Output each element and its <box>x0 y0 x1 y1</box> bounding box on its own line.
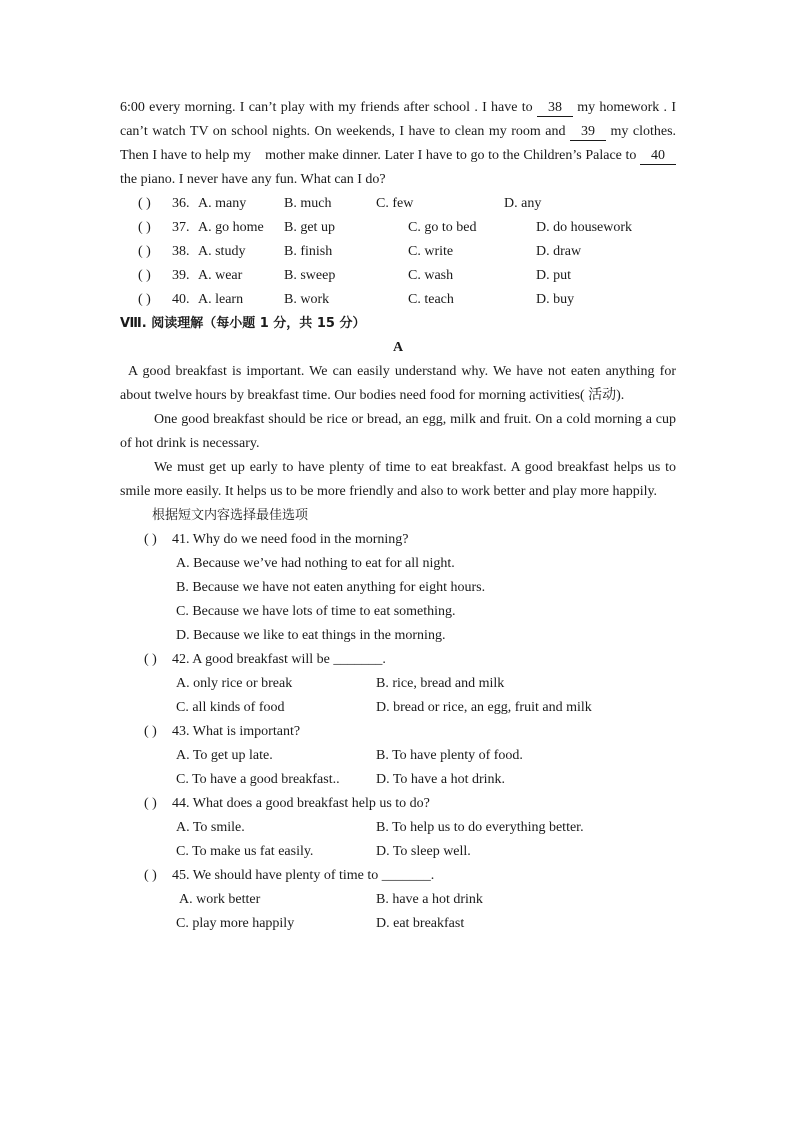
option-a: A. many <box>198 196 247 211</box>
option-c: C. go to bed <box>408 220 477 235</box>
option-c: C. To make us fat easily. <box>176 844 314 859</box>
reading-question <box>120 864 676 888</box>
question-text: 42. A good breakfast will be _______. <box>172 652 386 667</box>
passage-text: morning a cup of hot drink is necessary. <box>120 412 677 451</box>
question-number: 40. <box>172 292 190 307</box>
passage-paragraph-2 <box>120 408 676 456</box>
reading-question <box>120 528 676 552</box>
option-a: A. only rice or break <box>176 676 293 691</box>
option-row <box>120 816 676 840</box>
option-c: C. write <box>408 244 454 259</box>
option-b: B. Because we have not eaten anything for eight hours. <box>176 580 486 595</box>
cloze-line-5: do? <box>365 172 386 187</box>
cloze-question <box>120 216 676 240</box>
option-c: C. teach <box>408 292 454 307</box>
passage-text: activities( 活动). <box>529 388 625 403</box>
option-a: A. To get up late. <box>176 748 273 763</box>
option-row <box>120 600 676 624</box>
cloze-line-1: 6:00 every morning. I can’t play with my friends after school . I have to <box>120 100 533 115</box>
option-c: C. all kinds of food <box>176 700 285 715</box>
question-text: 41. Why do we need food in the morning? <box>172 532 409 547</box>
question-text: 45. We should have plenty of time to _______. <box>172 868 435 883</box>
passage-text: One good breakfast should be rice or bread, an egg, milk and fruit. On a cold <box>154 412 591 427</box>
option-row <box>120 912 676 936</box>
option-row <box>120 552 676 576</box>
option-b: B. finish <box>284 244 333 259</box>
question-number: 39. <box>172 268 190 283</box>
blank-38: 38 <box>537 100 573 117</box>
answer-paren[interactable]: ( ) <box>144 796 157 811</box>
answer-paren[interactable]: ( ) <box>138 292 151 307</box>
passage-title: A <box>392 340 404 355</box>
option-row <box>120 696 676 720</box>
option-c: C. wash <box>408 268 454 283</box>
passage-text: helps us to smile more easily. It helps us to be more friendly and also to work better <box>120 460 676 499</box>
answer-paren[interactable]: ( ) <box>144 652 157 667</box>
option-a: A. learn <box>198 292 244 307</box>
option-a: A. To smile. <box>176 820 245 835</box>
passage-paragraph-3 <box>120 456 676 504</box>
option-c: C. play more happily <box>176 916 295 931</box>
question-number: 38. <box>172 244 190 259</box>
cloze-line-1-end: my <box>577 100 596 115</box>
section-heading: Ⅷ. 阅读理解（每小题 1 分，共 15 分） <box>120 316 366 331</box>
blank-39: 39 <box>570 124 606 141</box>
passage-text: We must get up early to have plenty of time to eat breakfast. A good breakfast <box>154 460 609 475</box>
option-b: B. work <box>284 292 330 307</box>
option-row <box>120 744 676 768</box>
option-row <box>120 840 676 864</box>
option-d: D. Because we like to eat things in the morning. <box>176 628 446 643</box>
passage-text: A good breakfast is important. We can easily understand why. We have not eaten <box>128 364 601 379</box>
answer-paren[interactable]: ( ) <box>138 244 151 259</box>
reading-question <box>120 648 676 672</box>
question-number: 36. <box>172 196 190 211</box>
cloze-question <box>120 192 676 216</box>
option-d: D. bread or rice, an egg, fruit and milk <box>376 700 592 715</box>
question-number: 37. <box>172 220 190 235</box>
option-d: D. buy <box>536 292 575 307</box>
option-c: C. Because we have lots of time to eat something. <box>176 604 456 619</box>
passage-text: and play more happily. <box>528 484 658 499</box>
answer-paren[interactable]: ( ) <box>138 196 151 211</box>
option-a: A. Because we’ve had nothing to eat for all night. <box>176 556 455 571</box>
reading-question <box>120 720 676 744</box>
option-d: D. any <box>504 196 542 211</box>
option-row <box>120 672 676 696</box>
worksheet-page <box>120 96 676 936</box>
option-d: D. To sleep well. <box>376 844 471 859</box>
answer-paren[interactable]: ( ) <box>144 868 157 883</box>
cloze-line-3-start: and <box>545 124 566 139</box>
question-text: 43. What is important? <box>172 724 301 739</box>
cloze-question <box>120 240 676 264</box>
option-b: B. rice, bread and milk <box>376 676 505 691</box>
option-d: D. eat breakfast <box>376 916 465 931</box>
option-a: A. go home <box>198 220 264 235</box>
option-row <box>120 576 676 600</box>
option-c: C. few <box>376 196 414 211</box>
cloze-question <box>120 264 676 288</box>
option-b: B. To have plenty of food. <box>376 748 523 763</box>
passage-paragraph-1 <box>120 360 676 408</box>
option-row <box>120 624 676 648</box>
option-a: A. study <box>198 244 246 259</box>
option-b: B. sweep <box>284 268 336 283</box>
passage-text: anything for about twelve hours by breakfast time. Our bodies need food for morning <box>120 364 676 403</box>
cloze-line-4-start: to go to the Children’s Palace to <box>456 148 637 163</box>
cloze-line-3-end: my clothes. Then I have to help my mother make dinner. Later I have <box>120 124 677 163</box>
option-b: B. have a hot drink <box>376 892 483 907</box>
answer-paren[interactable]: ( ) <box>138 268 151 283</box>
option-row <box>120 888 676 912</box>
reading-question <box>120 792 676 816</box>
question-text: 44. What does a good breakfast help us to do? <box>172 796 430 811</box>
option-a: A. wear <box>198 268 243 283</box>
option-d: D. put <box>536 268 571 283</box>
cloze-passage <box>120 96 676 192</box>
option-d: D. To have a hot drink. <box>376 772 506 787</box>
option-row <box>120 768 676 792</box>
answer-paren[interactable]: ( ) <box>144 532 157 547</box>
cloze-line-2: homework . I can’t watch TV on school nights. On weekends, I have to clean my room <box>120 100 676 139</box>
option-c: C. To have a good breakfast.. <box>176 772 340 787</box>
blank-40: 40 <box>640 148 676 165</box>
option-a: A. work better <box>179 892 261 907</box>
cloze-line-4-end: the piano. I never have any fun. What can I <box>120 172 362 187</box>
option-b: B. much <box>284 196 332 211</box>
option-d: D. draw <box>536 244 582 259</box>
option-b: B. To help us to do everything better. <box>376 820 584 835</box>
answer-paren[interactable]: ( ) <box>138 220 151 235</box>
cloze-question-list <box>120 192 676 312</box>
cloze-question <box>120 288 676 312</box>
option-b: B. get up <box>284 220 335 235</box>
instruction: 根据短文内容选择最佳选项 <box>152 508 309 523</box>
option-d: D. do housework <box>536 220 633 235</box>
answer-paren[interactable]: ( ) <box>144 724 157 739</box>
